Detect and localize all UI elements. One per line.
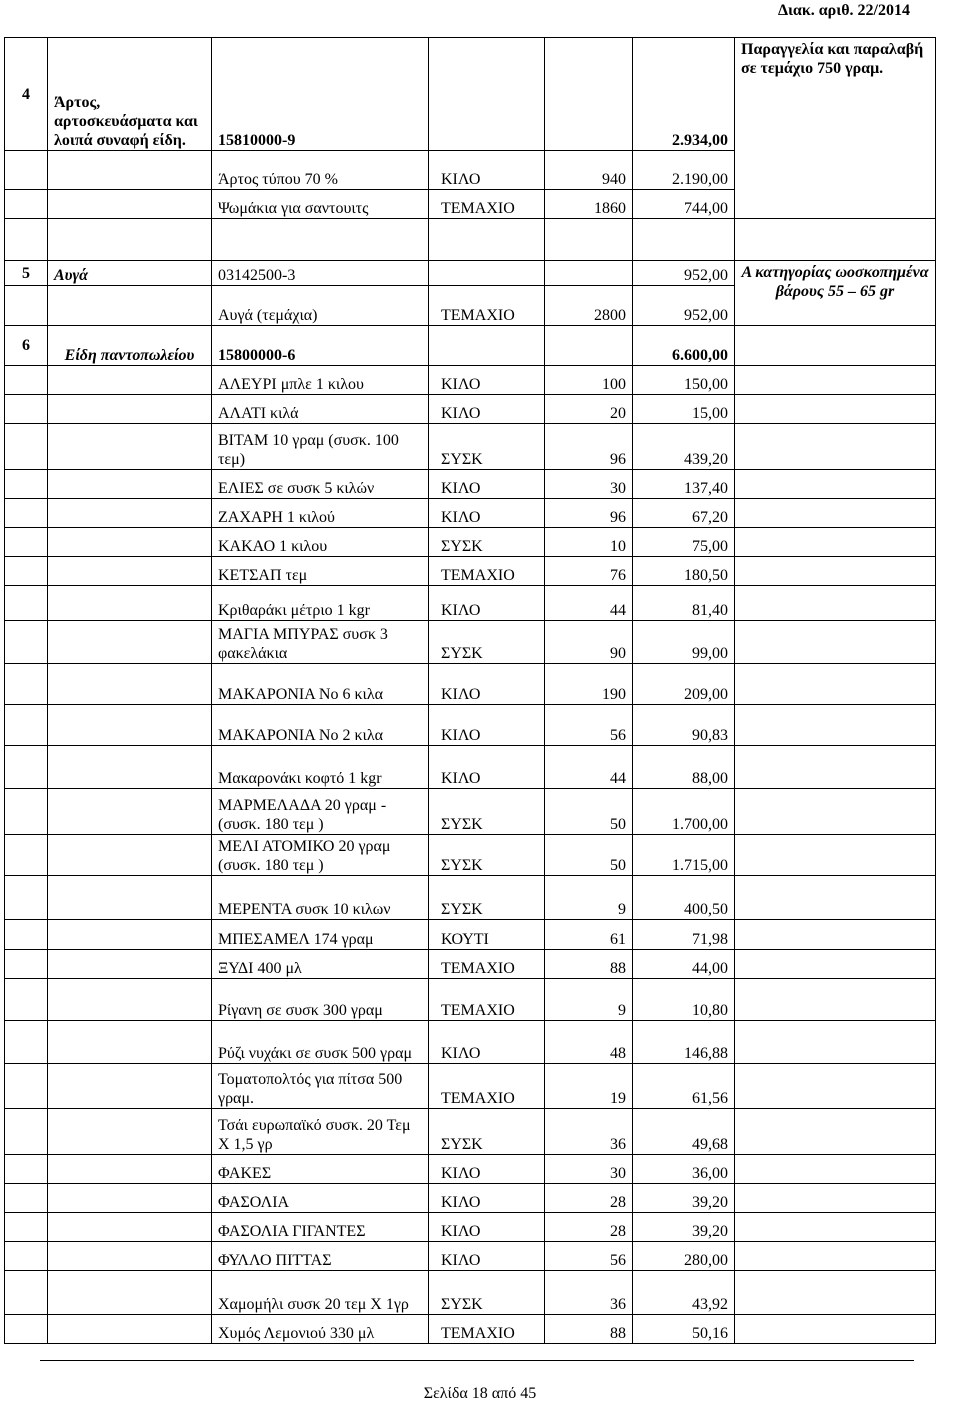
- item-row: [5, 1109, 936, 1155]
- item-unit: ΚΙΛΟ: [429, 1184, 545, 1213]
- item-name: ΕΛΙΕΣ σε συσκ 5 κιλών: [212, 470, 429, 499]
- section-number: 5: [5, 261, 48, 286]
- item-unit: ΣΥΣΚ: [429, 1271, 545, 1315]
- item-name: Χυμός Λεμονιού 330 μλ: [212, 1315, 429, 1344]
- page-number: Σελίδα 18 από 45: [423, 1385, 537, 1402]
- item-name: Αυγά (τεμάχια): [212, 286, 429, 326]
- item-name: ΜΠΕΣΑΜΕΛ 174 γραμ: [212, 920, 429, 950]
- item-unit: ΤΕΜΑΧΙΟ: [429, 190, 545, 219]
- item-amount: 1.715,00: [633, 835, 735, 876]
- item-qty: 9: [545, 979, 633, 1021]
- footer-divider: [40, 1360, 914, 1361]
- item-unit: ΚΙΛΟ: [429, 705, 545, 746]
- item-unit: ΚΙΛΟ: [429, 1021, 545, 1064]
- item-qty: 30: [545, 1155, 633, 1184]
- item-row: [5, 424, 936, 470]
- item-amount: 67,20: [633, 499, 735, 528]
- item-row: [5, 366, 936, 395]
- item-name: ΜΑΡΜΕΛΑΔΑ 20 γραμ - (συσκ. 180 τεμ ): [212, 789, 429, 835]
- item-qty: 28: [545, 1213, 633, 1242]
- section-code: 03142500-3: [212, 261, 429, 286]
- item-amount: 71,98: [633, 920, 735, 950]
- item-row: [5, 1271, 936, 1315]
- item-name: Τσάι ευρωπαϊκό συσκ. 20 Τεμ Χ 1,5 γρ: [212, 1109, 429, 1155]
- item-row: [5, 1064, 936, 1109]
- item-unit: ΚΟΥΤΙ: [429, 920, 545, 950]
- section-name: Είδη παντοπωλείου: [48, 326, 212, 366]
- section-row-6: [5, 326, 936, 366]
- item-name: Άρτος τύπου 70 %: [212, 151, 429, 190]
- item-name: Χαμομήλι συσκ 20 τεμ Χ 1γρ: [212, 1271, 429, 1315]
- item-unit: ΣΥΣΚ: [429, 789, 545, 835]
- item-qty: 61: [545, 920, 633, 950]
- item-amount: 1.700,00: [633, 789, 735, 835]
- item-unit: ΣΥΣΚ: [429, 424, 545, 470]
- item-qty: 9: [545, 876, 633, 920]
- item-amount: 39,20: [633, 1213, 735, 1242]
- item-qty: 90: [545, 621, 633, 664]
- item-amount: 439,20: [633, 424, 735, 470]
- item-amount: 150,00: [633, 366, 735, 395]
- item-qty: 50: [545, 835, 633, 876]
- section-name: Αυγά: [48, 261, 212, 286]
- item-unit: ΣΥΣΚ: [429, 835, 545, 876]
- item-amount: 50,16: [633, 1315, 735, 1344]
- item-qty: 44: [545, 586, 633, 621]
- item-qty: 88: [545, 1315, 633, 1344]
- section-number: 4: [5, 38, 48, 151]
- item-row: [5, 470, 936, 499]
- item-name: Ψωμάκια για σαντουιτς: [212, 190, 429, 219]
- item-qty: 190: [545, 664, 633, 705]
- item-row: [5, 621, 936, 664]
- item-amount: 137,40: [633, 470, 735, 499]
- item-row: [5, 395, 936, 424]
- item-row: [5, 1315, 936, 1344]
- item-name: ΑΛΑΤΙ κιλά: [212, 395, 429, 424]
- item-amount: 744,00: [633, 190, 735, 219]
- item-unit: ΚΙΛΟ: [429, 499, 545, 528]
- item-qty: 50: [545, 789, 633, 835]
- item-name: ΜΕΛΙ ΑΤΟΜΙΚΟ 20 γραμ (συσκ. 180 τεμ ): [212, 835, 429, 876]
- item-qty: 96: [545, 424, 633, 470]
- item-unit: ΣΥΣΚ: [429, 1109, 545, 1155]
- item-qty: 96: [545, 499, 633, 528]
- item-row: [5, 557, 936, 586]
- item-qty: 30: [545, 470, 633, 499]
- section-code: 15800000-6: [212, 326, 429, 366]
- item-unit: ΚΙΛΟ: [429, 151, 545, 190]
- item-amount: 36,00: [633, 1155, 735, 1184]
- item-name: Κριθαράκι μέτριο 1 kgr: [212, 586, 429, 621]
- item-name: ΜΑΚΑΡΟΝΙΑ Νο 6 κιλα: [212, 664, 429, 705]
- item-unit: ΚΙΛΟ: [429, 746, 545, 789]
- item-unit: ΚΙΛΟ: [429, 1213, 545, 1242]
- section-note: Παραγγελία και παραλαβή σε τεμάχιο 750 γραμ.: [735, 38, 936, 219]
- item-unit: ΤΕΜΑΧΙΟ: [429, 979, 545, 1021]
- item-row: [5, 950, 936, 979]
- item-qty: 48: [545, 1021, 633, 1064]
- item-qty: 56: [545, 705, 633, 746]
- item-qty: 19: [545, 1064, 633, 1109]
- item-row: [5, 1021, 936, 1064]
- item-amount: 43,92: [633, 1271, 735, 1315]
- item-name: ΦΥΛΛΟ ΠΙΤΤΑΣ: [212, 1242, 429, 1271]
- item-unit: ΤΕΜΑΧΙΟ: [429, 1315, 545, 1344]
- item-amount: 39,20: [633, 1184, 735, 1213]
- item-unit: ΚΙΛΟ: [429, 1155, 545, 1184]
- section-code: 15810000-9: [212, 38, 429, 151]
- item-qty: 44: [545, 746, 633, 789]
- item-qty: 100: [545, 366, 633, 395]
- section-total: 2.934,00: [633, 38, 735, 151]
- item-row: [5, 920, 936, 950]
- item-unit: ΣΥΣΚ: [429, 621, 545, 664]
- section-note: Α κατηγορίας ωοσκοπημένα βάρους 55 – 65 gr: [735, 261, 936, 326]
- item-row: [5, 1184, 936, 1213]
- item-name: Ρίγανη σε συσκ 300 γραμ: [212, 979, 429, 1021]
- item-name: ΦΑΣΟΛΙΑ ΓΙΓΑΝΤΕΣ: [212, 1213, 429, 1242]
- item-amount: 209,00: [633, 664, 735, 705]
- section-number: 6: [5, 326, 48, 366]
- item-qty: 28: [545, 1184, 633, 1213]
- item-unit: ΤΕΜΑΧΙΟ: [429, 557, 545, 586]
- item-qty: 10: [545, 528, 633, 557]
- item-unit: ΤΕΜΑΧΙΟ: [429, 950, 545, 979]
- item-name: ΦΑΚΕΣ: [212, 1155, 429, 1184]
- item-name: Ρύζι νυχάκι σε συσκ 500 γραμ: [212, 1021, 429, 1064]
- document-reference: Διακ. αριθ. 22/2014: [777, 2, 910, 19]
- item-row: [5, 1213, 936, 1242]
- item-name: Μακαρονάκι κοφτό 1 kgr: [212, 746, 429, 789]
- section-name: Άρτος, αρτοσκευάσματα και λοιπά συναφή είδη.: [48, 38, 212, 151]
- item-name: ΒΙΤΑΜ 10 γραμ (συσκ. 100 τεμ): [212, 424, 429, 470]
- item-name: Τοματοπολτός για πίτσα 500 γραμ.: [212, 1064, 429, 1109]
- item-qty: 1860: [545, 190, 633, 219]
- item-unit: ΚΙΛΟ: [429, 664, 545, 705]
- item-row: [5, 979, 936, 1021]
- item-name: ΜΑΓΙΑ ΜΠΥΡΑΣ συσκ 3 φακελάκια: [212, 621, 429, 664]
- item-qty: 940: [545, 151, 633, 190]
- item-row: [5, 876, 936, 920]
- item-amount: 81,40: [633, 586, 735, 621]
- item-row: [5, 586, 936, 621]
- item-amount: 180,50: [633, 557, 735, 586]
- spacer-row: [5, 219, 936, 261]
- section-total: 6.600,00: [633, 326, 735, 366]
- item-name: ΑΛΕΥΡΙ μπλε 1 κιλου: [212, 366, 429, 395]
- item-amount: 400,50: [633, 876, 735, 920]
- item-qty: 56: [545, 1242, 633, 1271]
- item-amount: 90,83: [633, 705, 735, 746]
- item-unit: ΚΙΛΟ: [429, 1242, 545, 1271]
- item-amount: 280,00: [633, 1242, 735, 1271]
- item-qty: 36: [545, 1271, 633, 1315]
- item-name: ΚΑΚΑΟ 1 κιλου: [212, 528, 429, 557]
- item-row: [5, 1155, 936, 1184]
- item-amount: 61,56: [633, 1064, 735, 1109]
- item-qty: 36: [545, 1109, 633, 1155]
- item-row: [5, 1242, 936, 1271]
- item-name: ΜΑΚΑΡΟΝΙΑ Νο 2 κιλα: [212, 705, 429, 746]
- item-row: [5, 705, 936, 746]
- item-row: [5, 499, 936, 528]
- tender-items-table: [4, 37, 936, 1344]
- item-name: ΜΕΡΕΝΤΑ συσκ 10 κιλων: [212, 876, 429, 920]
- item-amount: 44,00: [633, 950, 735, 979]
- item-row: [5, 664, 936, 705]
- item-row: [5, 835, 936, 876]
- section-total: 952,00: [633, 261, 735, 286]
- item-amount: 75,00: [633, 528, 735, 557]
- item-amount: 10,80: [633, 979, 735, 1021]
- item-unit: ΤΕΜΑΧΙΟ: [429, 1064, 545, 1109]
- item-unit: ΣΥΣΚ: [429, 876, 545, 920]
- item-unit: ΚΙΛΟ: [429, 366, 545, 395]
- section-row-4: [5, 38, 936, 151]
- item-row: [5, 746, 936, 789]
- item-amount: 49,68: [633, 1109, 735, 1155]
- item-qty: 76: [545, 557, 633, 586]
- section-row-5: [5, 261, 936, 286]
- item-unit: ΚΙΛΟ: [429, 586, 545, 621]
- item-name: ΖΑΧΑΡΗ 1 κιλού: [212, 499, 429, 528]
- item-amount: 88,00: [633, 746, 735, 789]
- item-unit: ΚΙΛΟ: [429, 470, 545, 499]
- item-unit: ΤΕΜΑΧΙΟ: [429, 286, 545, 326]
- item-row: [5, 528, 936, 557]
- item-amount: 99,00: [633, 621, 735, 664]
- item-qty: 88: [545, 950, 633, 979]
- item-amount: 2.190,00: [633, 151, 735, 190]
- item-name: ΚΕΤΣΑΠ τεμ: [212, 557, 429, 586]
- item-amount: 146,88: [633, 1021, 735, 1064]
- item-qty: 20: [545, 395, 633, 424]
- item-qty: 2800: [545, 286, 633, 326]
- item-row: [5, 789, 936, 835]
- item-name: ΞΥΔΙ 400 μλ: [212, 950, 429, 979]
- item-unit: ΣΥΣΚ: [429, 528, 545, 557]
- item-amount: 15,00: [633, 395, 735, 424]
- item-amount: 952,00: [633, 286, 735, 326]
- item-unit: ΚΙΛΟ: [429, 395, 545, 424]
- item-name: ΦΑΣΟΛΙΑ: [212, 1184, 429, 1213]
